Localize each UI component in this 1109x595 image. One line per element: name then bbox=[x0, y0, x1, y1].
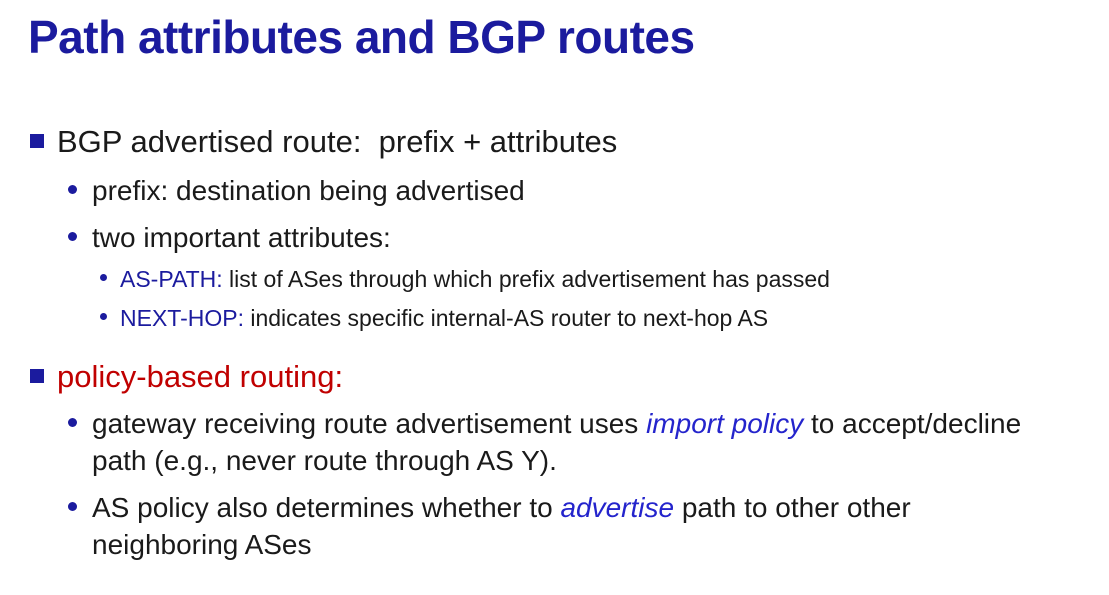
slide-title: Path attributes and BGP routes bbox=[28, 11, 695, 63]
dot-bullet-icon bbox=[68, 418, 77, 427]
dot-bullet-icon bbox=[68, 185, 77, 194]
bullet-item-as-path bbox=[0, 264, 1109, 294]
bullet-text bbox=[57, 124, 617, 159]
bullet-item-bgp-advertised-route bbox=[0, 122, 1109, 162]
text-segment: path to other other neighboring ASes bbox=[92, 491, 919, 560]
bullet-text bbox=[92, 492, 918, 560]
next-hop-label: NEXT-HOP: bbox=[120, 304, 244, 331]
bullet-text bbox=[120, 305, 768, 331]
bullet-item-next-hop bbox=[0, 303, 1109, 333]
bullet-item-policy-based-routing bbox=[0, 357, 1109, 397]
bullet-text bbox=[92, 175, 525, 206]
text-segment: BGP advertised route: prefix + attributes bbox=[57, 123, 618, 159]
dot-bullet-icon bbox=[68, 502, 77, 511]
bullet-text bbox=[57, 359, 343, 394]
text-segment: to accept/decline path (e.g., never route through AS Y). bbox=[92, 407, 1029, 476]
import-policy-emphasis: import policy bbox=[646, 407, 804, 439]
policy-heading: policy-based routing: bbox=[57, 358, 344, 394]
text-segment: AS policy also determines whether to bbox=[92, 491, 561, 523]
bullet-item-gateway-import-policy bbox=[0, 405, 1042, 479]
text-segment: gateway receiving route advertisement uses bbox=[92, 407, 647, 439]
dot-bullet-icon bbox=[68, 232, 77, 241]
dot-bullet-icon bbox=[100, 313, 107, 320]
text-segment: indicates specific internal-AS router to next-hop AS bbox=[243, 304, 769, 331]
bullet-item-two-attributes bbox=[0, 219, 1042, 256]
text-segment: prefix: destination being advertised bbox=[92, 174, 525, 206]
text-segment: list of ASes through which prefix advertisement has passed bbox=[222, 265, 830, 292]
bullet-item-as-policy-advertise bbox=[0, 489, 1042, 563]
bullet-text bbox=[92, 222, 391, 253]
square-bullet-icon bbox=[30, 134, 44, 148]
dot-bullet-icon bbox=[100, 274, 107, 281]
advertise-emphasis: advertise bbox=[560, 491, 675, 523]
bullet-text bbox=[120, 266, 830, 292]
bullet-item-prefix bbox=[0, 172, 1042, 209]
as-path-label: AS-PATH: bbox=[120, 265, 223, 292]
square-bullet-icon bbox=[30, 369, 44, 383]
text-segment: two important attributes: bbox=[92, 221, 391, 253]
bullet-text bbox=[92, 408, 1029, 476]
